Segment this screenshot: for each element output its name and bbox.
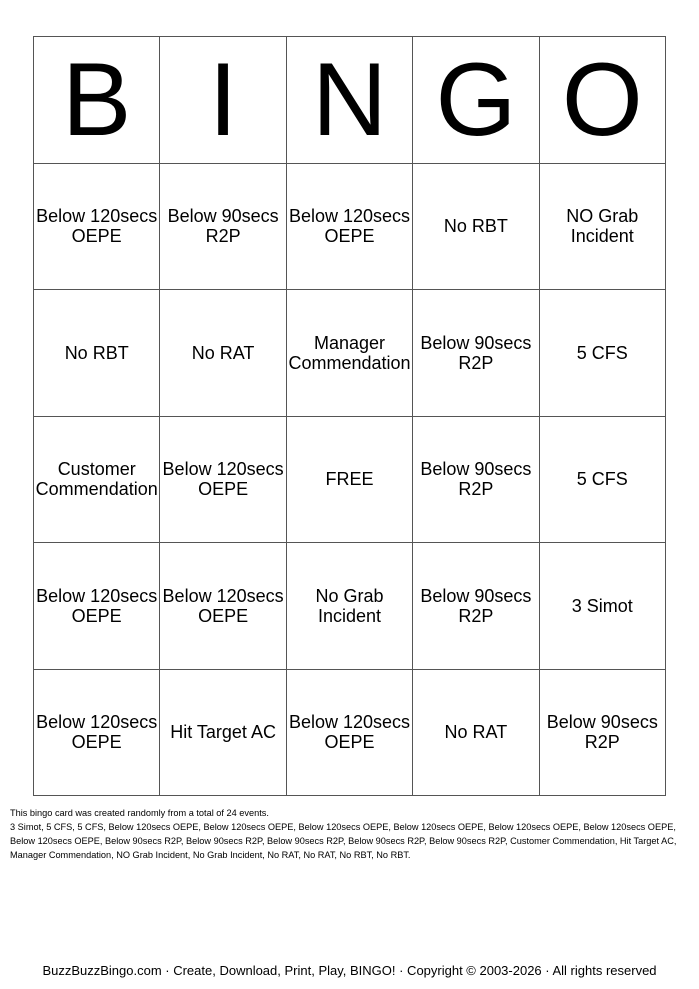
bingo-card: [33, 36, 666, 796]
square-r4-c4: Below 90secs R2P: [413, 543, 539, 670]
square-r5-c2: Hit Target AC: [160, 670, 286, 797]
square-r2-c3: Manager Commendation: [287, 290, 413, 417]
square-r3-c1: Customer Commendation: [34, 417, 160, 544]
notes-summary: This bingo card was created randomly from a total of 24 events.: [10, 808, 269, 818]
square-r1-c5: NO Grab Incident: [540, 164, 666, 291]
square-r5-c1: Below 120secs OEPE: [34, 670, 160, 797]
square-r3-c2: Below 120secs OEPE: [160, 417, 286, 544]
header-i: I: [160, 37, 286, 164]
square-r1-c1: Below 120secs OEPE: [34, 164, 160, 291]
header-n: N: [287, 37, 413, 164]
square-r5-c5: Below 90secs R2P: [540, 670, 666, 797]
header-g: G: [413, 37, 539, 164]
square-r5-c4: No RAT: [413, 670, 539, 797]
square-r1-c3: Below 120secs OEPE: [287, 164, 413, 291]
square-r4-c1: Below 120secs OEPE: [34, 543, 160, 670]
square-r4-c5: 3 Simot: [540, 543, 666, 670]
footer-copyright: BuzzBuzzBingo.com · Create, Download, Print, Play, BINGO! · Copyright © 2003-2026 · All rights reserved: [42, 963, 657, 978]
card-notes: [10, 806, 690, 862]
square-r2-c4: Below 90secs R2P: [413, 290, 539, 417]
square-r3-c5: 5 CFS: [540, 417, 666, 544]
square-r4-c2: Below 120secs OEPE: [160, 543, 286, 670]
square-r1-c2: Below 90secs R2P: [160, 164, 286, 291]
square-r4-c3: No Grab Incident: [287, 543, 413, 670]
square-r3-c4: Below 90secs R2P: [413, 417, 539, 544]
free-square: FREE: [287, 417, 413, 544]
square-r2-c1: No RBT: [34, 290, 160, 417]
square-r2-c2: No RAT: [160, 290, 286, 417]
square-r2-c5: 5 CFS: [540, 290, 666, 417]
square-r5-c3: Below 120secs OEPE: [287, 670, 413, 797]
notes-event-list: 3 Simot, 5 CFS, 5 CFS, Below 120secs OEPE, Below 120secs OEPE, Below 120secs OEPE, Below 120secs OEPE, Below 120secs OEPE, Below 120secs OEPE, Below 120secs OEPE, Below 90secs R2P, Below 90secs R2P, Below 90secs R2P, Below 90secs R2P, Below 90secs R2P, Customer Commendation, Hit Target AC, Manager Commendation, NO Grab Incident, No Grab Incident, No RAT, No RAT, No RBT, No RBT.: [10, 822, 677, 860]
square-r1-c4: No RBT: [413, 164, 539, 291]
header-o: O: [540, 37, 666, 164]
header-b: B: [34, 37, 160, 164]
